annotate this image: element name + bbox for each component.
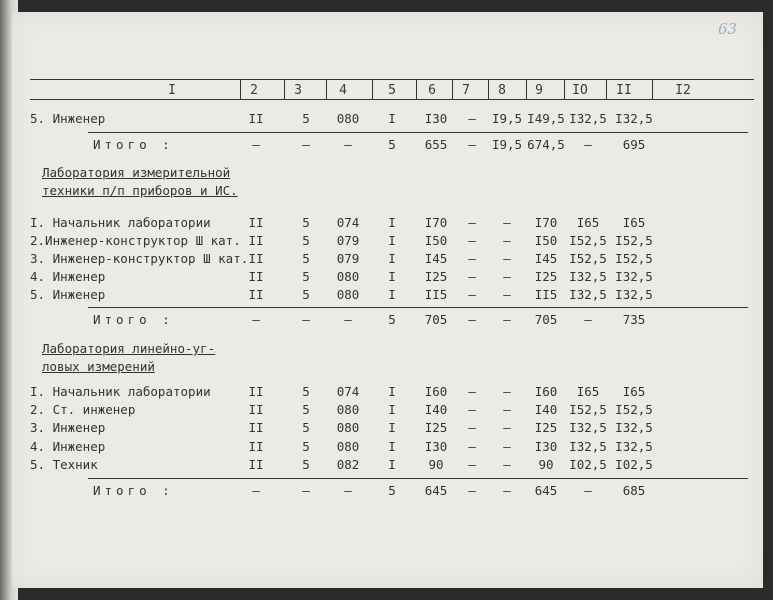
total-value-col-9: 705 bbox=[534, 312, 558, 327]
row-label: I. Начальник лаборатории bbox=[30, 384, 211, 399]
total-value-col-11: 735 bbox=[622, 312, 646, 327]
row-value-col-9: I50 bbox=[534, 233, 558, 248]
column-header-1: I bbox=[168, 83, 176, 98]
row-value-col-3: 5 bbox=[302, 269, 310, 284]
row-value-col-10: I65 bbox=[576, 384, 600, 399]
total-value-col-10: – bbox=[584, 312, 592, 327]
total-value-col-10: – bbox=[584, 137, 592, 152]
total-rule bbox=[88, 307, 748, 308]
row-value-col-10: I32,5 bbox=[569, 111, 607, 126]
column-header-9: 9 bbox=[535, 83, 543, 98]
total-value-col-5: 5 bbox=[388, 483, 396, 498]
column-header-3: 3 bbox=[294, 83, 302, 98]
row-value-col-10: I52,5 bbox=[569, 251, 607, 266]
total-value-col-6: 645 bbox=[424, 483, 448, 498]
row-value-col-2: II bbox=[248, 233, 264, 248]
row-value-col-11: I52,5 bbox=[615, 402, 653, 417]
row-label: 4. Инженер bbox=[30, 439, 106, 454]
row-value-col-10: I65 bbox=[576, 215, 600, 230]
row-value-col-9: 90 bbox=[538, 457, 554, 472]
header-column-separator bbox=[526, 79, 527, 99]
page-number: 63 bbox=[718, 20, 738, 38]
total-value-col-7: – bbox=[468, 312, 476, 327]
row-value-col-11: I32,5 bbox=[615, 269, 653, 284]
row-value-col-3: 5 bbox=[302, 111, 310, 126]
row-value-col-6: I40 bbox=[424, 402, 448, 417]
section-title-line: Лаборатория измерительной bbox=[42, 165, 231, 180]
header-column-separator bbox=[606, 79, 607, 99]
row-value-col-7: – bbox=[468, 384, 476, 399]
row-value-col-5: I bbox=[388, 384, 396, 399]
total-value-col-6: 655 bbox=[424, 137, 448, 152]
header-column-separator bbox=[564, 79, 565, 99]
row-value-col-9: I25 bbox=[534, 269, 558, 284]
total-value-col-5: 5 bbox=[388, 312, 396, 327]
row-value-col-9: I25 bbox=[534, 420, 558, 435]
row-value-col-11: I65 bbox=[622, 215, 646, 230]
total-value-col-9: 645 bbox=[534, 483, 558, 498]
total-label: Итого : bbox=[93, 483, 174, 498]
row-value-col-5: I bbox=[388, 457, 396, 472]
total-value-col-8: – bbox=[503, 483, 511, 498]
row-label: 4. Инженер bbox=[30, 269, 106, 284]
row-value-col-5: I bbox=[388, 215, 396, 230]
row-value-col-9: II5 bbox=[534, 287, 558, 302]
row-value-col-5: I bbox=[388, 420, 396, 435]
row-value-col-6: I45 bbox=[424, 251, 448, 266]
column-header-5: 5 bbox=[388, 83, 396, 98]
row-value-col-3: 5 bbox=[302, 384, 310, 399]
header-column-separator bbox=[326, 79, 327, 99]
row-value-col-4: 079 bbox=[336, 233, 360, 248]
row-value-col-4: 080 bbox=[336, 439, 360, 454]
row-value-col-3: 5 bbox=[302, 439, 310, 454]
row-value-col-2: II bbox=[248, 287, 264, 302]
row-value-col-2: II bbox=[248, 420, 264, 435]
total-value-col-4: – bbox=[344, 312, 352, 327]
row-value-col-6: I50 bbox=[424, 233, 448, 248]
row-value-col-5: I bbox=[388, 439, 396, 454]
total-value-col-10: – bbox=[584, 483, 592, 498]
column-header-7: 7 bbox=[462, 83, 470, 98]
row-value-col-8: – bbox=[503, 269, 511, 284]
total-value-col-7: – bbox=[468, 137, 476, 152]
row-value-col-7: – bbox=[468, 402, 476, 417]
row-value-col-9: I40 bbox=[534, 402, 558, 417]
column-header-6: 6 bbox=[428, 83, 436, 98]
row-value-col-4: 080 bbox=[336, 420, 360, 435]
row-value-col-2: II bbox=[248, 439, 264, 454]
row-value-col-5: I bbox=[388, 269, 396, 284]
row-label: 2.Инженер-конструктор Ш кат. bbox=[30, 233, 241, 248]
row-value-col-10: I32,5 bbox=[569, 439, 607, 454]
total-label: Итого : bbox=[93, 137, 174, 152]
row-value-col-7: – bbox=[468, 457, 476, 472]
row-value-col-6: I70 bbox=[424, 215, 448, 230]
row-value-col-11: I65 bbox=[622, 384, 646, 399]
total-value-col-2: – bbox=[252, 483, 260, 498]
row-value-col-5: I bbox=[388, 111, 396, 126]
row-value-col-10: I52,5 bbox=[569, 233, 607, 248]
row-value-col-4: 074 bbox=[336, 215, 360, 230]
column-header-12: I2 bbox=[675, 83, 691, 98]
row-value-col-10: I52,5 bbox=[569, 402, 607, 417]
row-value-col-7: – bbox=[468, 439, 476, 454]
row-label: I. Начальник лаборатории bbox=[30, 215, 211, 230]
total-value-col-4: – bbox=[344, 483, 352, 498]
row-value-col-7: – bbox=[468, 111, 476, 126]
row-value-col-6: I25 bbox=[424, 269, 448, 284]
row-value-col-6: II5 bbox=[424, 287, 448, 302]
total-value-col-7: – bbox=[468, 483, 476, 498]
row-value-col-3: 5 bbox=[302, 215, 310, 230]
row-value-col-11: I52,5 bbox=[615, 251, 653, 266]
row-value-col-8: – bbox=[503, 457, 511, 472]
row-value-col-2: II bbox=[248, 384, 264, 399]
row-value-col-9: I49,5 bbox=[527, 111, 565, 126]
row-value-col-8: – bbox=[503, 287, 511, 302]
row-value-col-4: 074 bbox=[336, 384, 360, 399]
header-column-separator bbox=[284, 79, 285, 99]
header-column-separator bbox=[416, 79, 417, 99]
row-value-col-3: 5 bbox=[302, 420, 310, 435]
row-value-col-7: – bbox=[468, 215, 476, 230]
section-title-line: ловых измерений bbox=[42, 359, 155, 374]
row-value-col-7: – bbox=[468, 420, 476, 435]
row-value-col-10: I32,5 bbox=[569, 287, 607, 302]
row-value-col-3: 5 bbox=[302, 233, 310, 248]
row-value-col-8: – bbox=[503, 251, 511, 266]
row-value-col-7: – bbox=[468, 287, 476, 302]
row-value-col-4: 080 bbox=[336, 269, 360, 284]
total-label: Итого : bbox=[93, 312, 174, 327]
section-title-line: Лаборатория линейно-уг- bbox=[42, 341, 216, 356]
row-value-col-9: I70 bbox=[534, 215, 558, 230]
column-header-10: IO bbox=[572, 83, 588, 98]
row-value-col-5: I bbox=[388, 402, 396, 417]
total-value-col-3: – bbox=[302, 137, 310, 152]
header-column-separator bbox=[372, 79, 373, 99]
header-column-separator bbox=[452, 79, 453, 99]
header-column-separator bbox=[488, 79, 489, 99]
row-value-col-8: – bbox=[503, 420, 511, 435]
row-value-col-5: I bbox=[388, 287, 396, 302]
row-value-col-8: – bbox=[503, 439, 511, 454]
row-value-col-6: I25 bbox=[424, 420, 448, 435]
column-header-2: 2 bbox=[250, 83, 258, 98]
total-value-col-2: – bbox=[252, 312, 260, 327]
row-value-col-11: I32,5 bbox=[615, 111, 653, 126]
row-value-col-4: 080 bbox=[336, 287, 360, 302]
row-value-col-8: I9,5 bbox=[491, 111, 523, 126]
row-value-col-3: 5 bbox=[302, 287, 310, 302]
row-value-col-6: I60 bbox=[424, 384, 448, 399]
total-value-col-3: – bbox=[302, 483, 310, 498]
row-value-col-8: – bbox=[503, 402, 511, 417]
row-value-col-2: II bbox=[248, 457, 264, 472]
total-rule bbox=[88, 132, 748, 133]
row-value-col-4: 080 bbox=[336, 402, 360, 417]
row-value-col-3: 5 bbox=[302, 402, 310, 417]
row-label: 3. Инженер-конструктор Ш кат. bbox=[30, 251, 249, 266]
row-value-col-11: I02,5 bbox=[615, 457, 653, 472]
row-value-col-8: – bbox=[503, 233, 511, 248]
row-value-col-4: 082 bbox=[336, 457, 360, 472]
row-value-col-6: I30 bbox=[424, 111, 448, 126]
row-value-col-4: 080 bbox=[336, 111, 360, 126]
row-value-col-11: I32,5 bbox=[615, 420, 653, 435]
row-value-col-7: – bbox=[468, 251, 476, 266]
total-value-col-11: 685 bbox=[622, 483, 646, 498]
header-column-separator bbox=[652, 79, 653, 99]
row-value-col-9: I45 bbox=[534, 251, 558, 266]
row-value-col-6: 90 bbox=[428, 457, 444, 472]
total-value-col-5: 5 bbox=[388, 137, 396, 152]
row-value-col-8: – bbox=[503, 215, 511, 230]
column-header-4: 4 bbox=[339, 83, 347, 98]
row-value-col-2: II bbox=[248, 111, 264, 126]
total-value-col-11: 695 bbox=[622, 137, 646, 152]
row-value-col-4: 079 bbox=[336, 251, 360, 266]
total-value-col-6: 705 bbox=[424, 312, 448, 327]
column-header-8: 8 bbox=[498, 83, 506, 98]
header-column-separator bbox=[240, 79, 241, 99]
row-value-col-3: 5 bbox=[302, 457, 310, 472]
row-value-col-10: I32,5 bbox=[569, 269, 607, 284]
total-value-col-4: – bbox=[344, 137, 352, 152]
row-label: 5. Инженер bbox=[30, 111, 106, 126]
column-header-11: II bbox=[616, 83, 632, 98]
row-value-col-3: 5 bbox=[302, 251, 310, 266]
row-label: 3. Инженер bbox=[30, 420, 106, 435]
section-title-line: техники п/п приборов и ИС. bbox=[42, 183, 238, 198]
row-value-col-2: II bbox=[248, 251, 264, 266]
total-value-col-8: – bbox=[503, 312, 511, 327]
row-label: 2. Ст. инженер bbox=[30, 402, 136, 417]
total-value-col-8: I9,5 bbox=[491, 137, 523, 152]
row-value-col-10: I02,5 bbox=[569, 457, 607, 472]
row-value-col-11: I32,5 bbox=[615, 287, 653, 302]
row-label: 5. Техник bbox=[30, 457, 98, 472]
row-value-col-7: – bbox=[468, 233, 476, 248]
row-value-col-2: II bbox=[248, 269, 264, 284]
row-value-col-9: I30 bbox=[534, 439, 558, 454]
row-value-col-2: II bbox=[248, 402, 264, 417]
row-value-col-5: I bbox=[388, 233, 396, 248]
row-value-col-11: I32,5 bbox=[615, 439, 653, 454]
row-value-col-7: – bbox=[468, 269, 476, 284]
row-value-col-10: I32,5 bbox=[569, 420, 607, 435]
header-top-rule bbox=[30, 79, 754, 80]
row-label: 5. Инженер bbox=[30, 287, 106, 302]
row-value-col-5: I bbox=[388, 251, 396, 266]
row-value-col-8: – bbox=[503, 384, 511, 399]
row-value-col-9: I60 bbox=[534, 384, 558, 399]
total-value-col-3: – bbox=[302, 312, 310, 327]
total-value-col-9: 674,5 bbox=[527, 137, 565, 152]
total-rule bbox=[88, 478, 748, 479]
row-value-col-2: II bbox=[248, 215, 264, 230]
row-value-col-6: I30 bbox=[424, 439, 448, 454]
total-value-col-2: – bbox=[252, 137, 260, 152]
row-value-col-11: I52,5 bbox=[615, 233, 653, 248]
header-bottom-rule bbox=[30, 99, 754, 100]
